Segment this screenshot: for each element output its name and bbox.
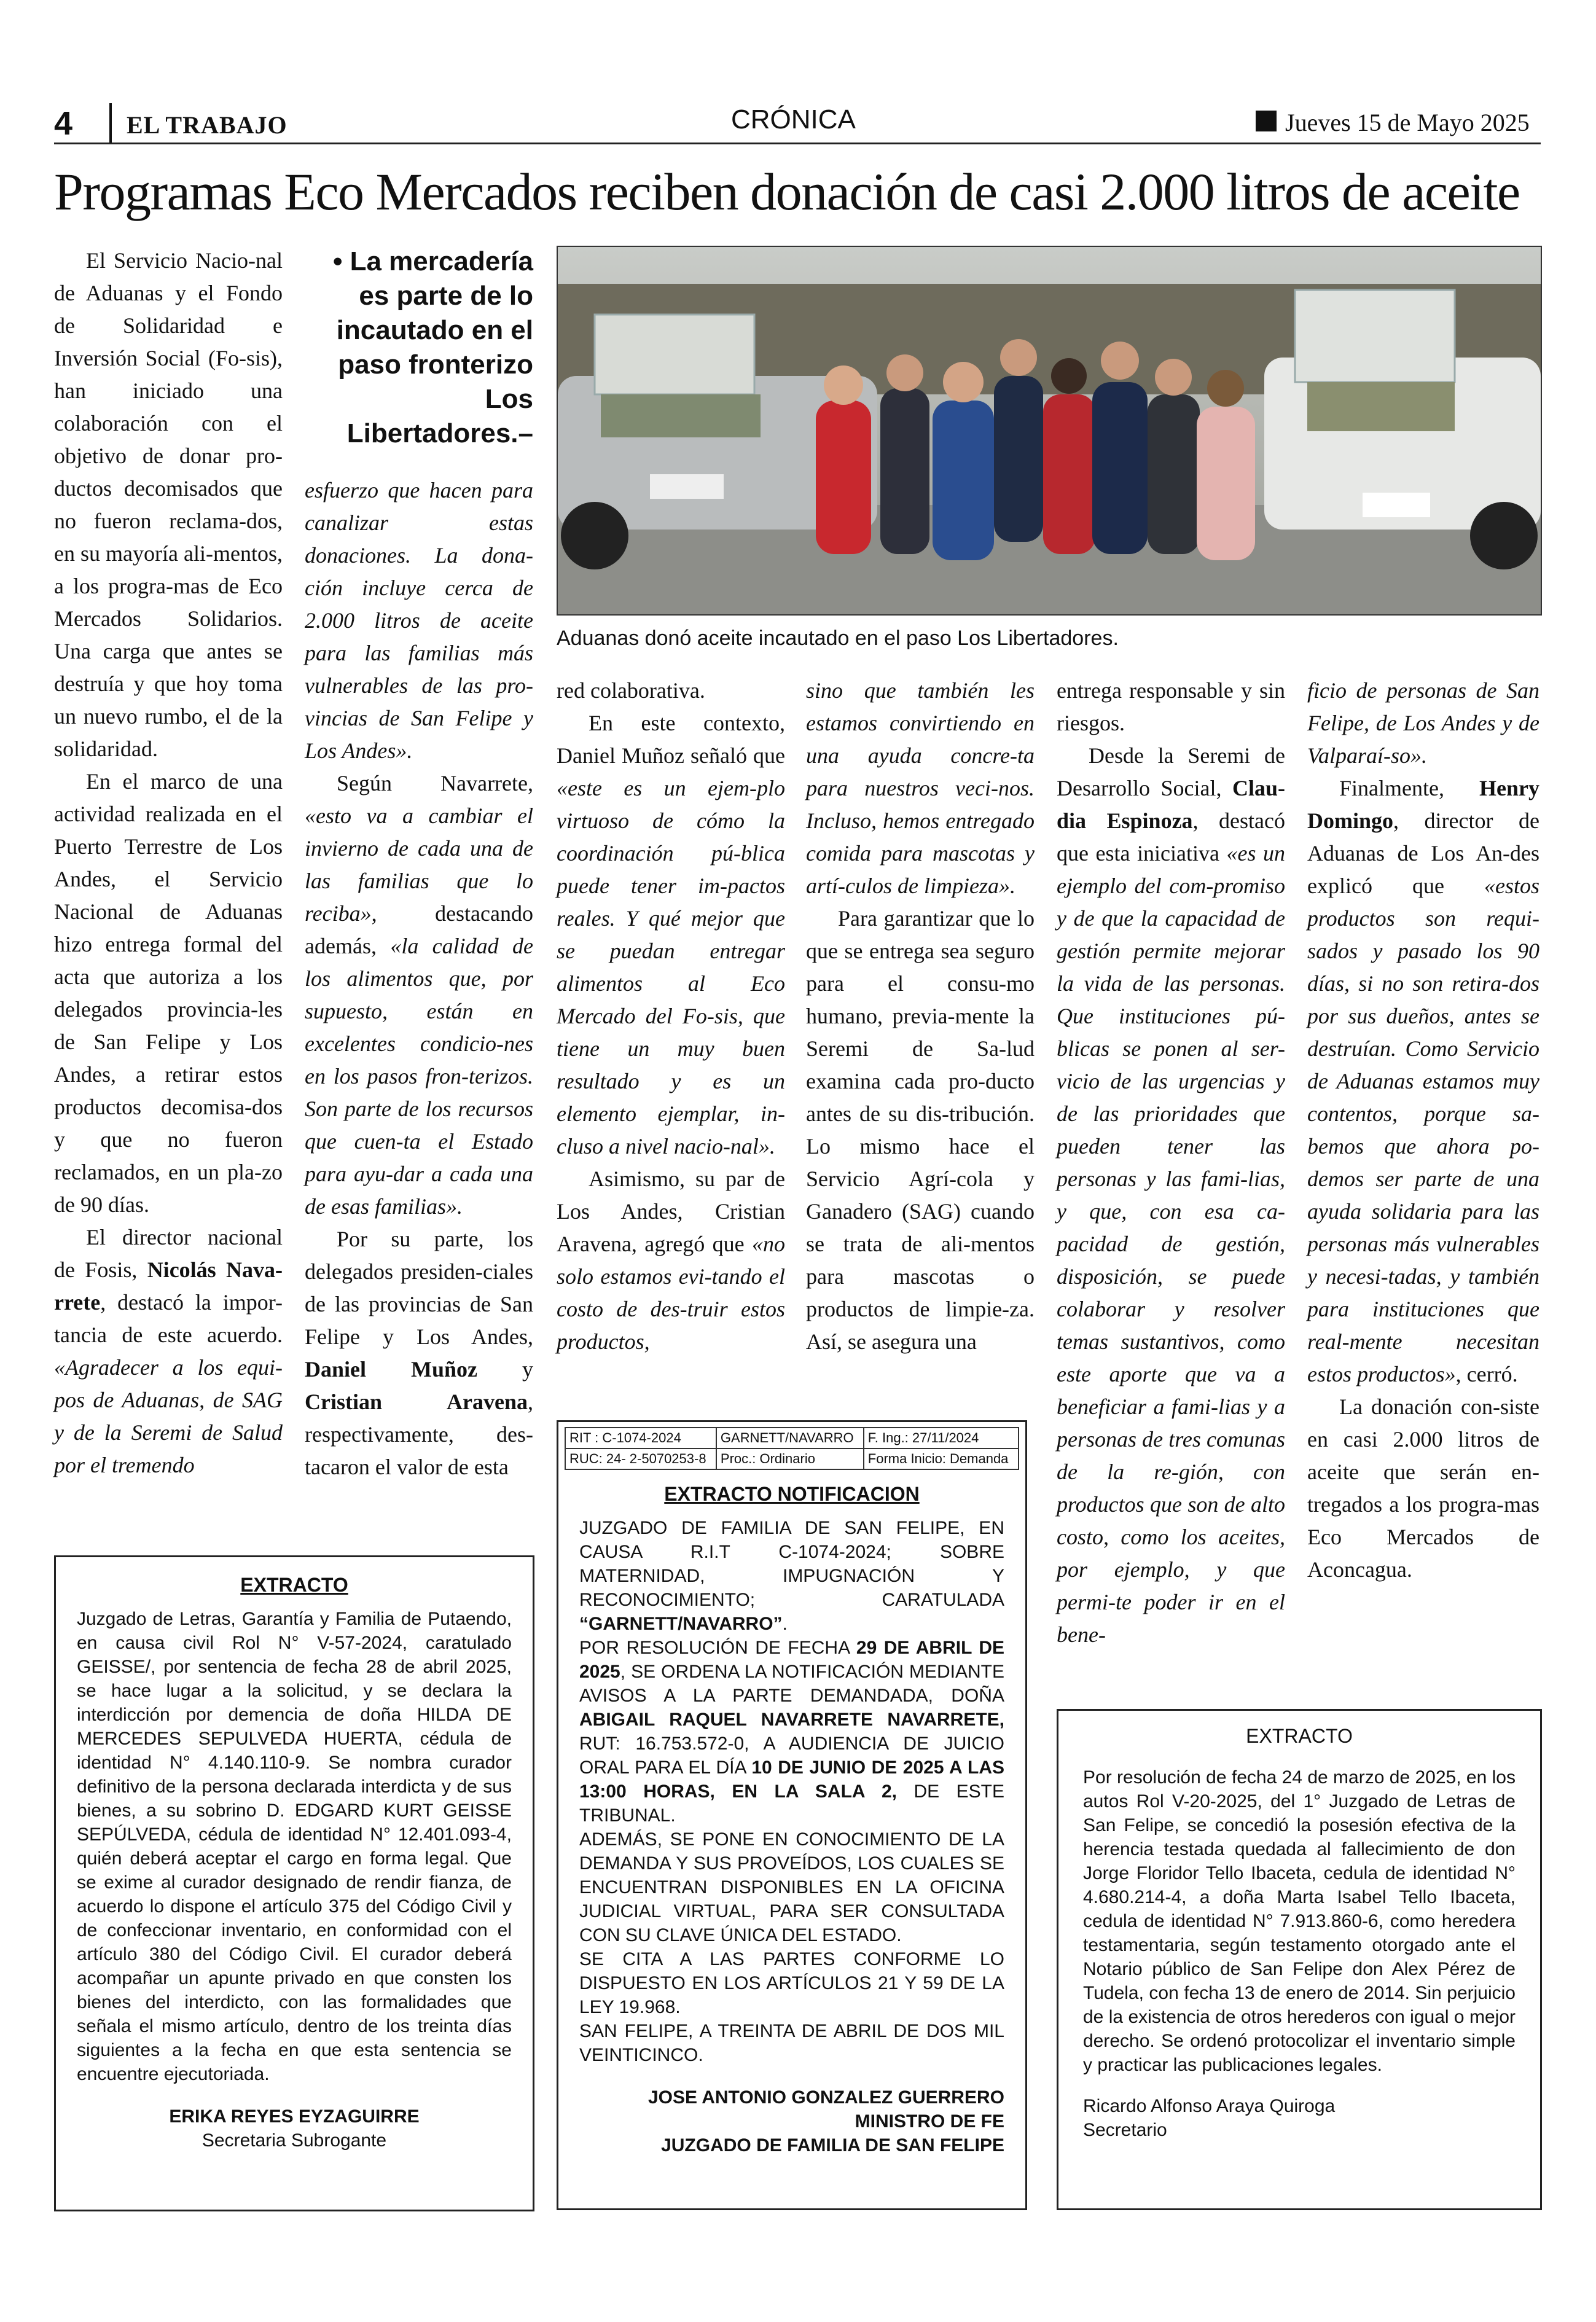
legal-notice-body: JUZGADO DE FAMILIA DE SAN FELIPE, EN CAUSA R.I.T C-1074-2024; SOBRE MATERNIDAD, IMPUGNACIÓN Y RECONOCIMIENTO; CARATULADA “GARNETT/NAVARRO”. POR RESOLUCIÓN DE FECHA 29 DE ABRIL DE 2025, SE ORDENA LA NOTIFICACIÓN MEDIANTE AVISOS A LA PARTE DEMANDADA, DOÑA ABIGAIL RAQUEL NAVARRETE NAVARRETE, RUT: 16.753.572-0, A AUDIENCIA DE JUICIO ORAL PARA EL DÍA 10 DE JUNIO DE 2025 A LAS 13:00 HORAS, EN LA SALA 2, DE ESTE TRIBUNAL. ADEMÁS, SE PONE EN CONOCIMIENTO DE LA DEMANDA Y SUS PROVEÍDOS, LOS CUALES SE ENCUENTRAN DISPONIBLES EN LA OFICINA JUDICIAL VIRTUAL, PARA SER CONSULTADA CON SU CLAVE ÚNICA DEL ESTADO. SE CITA A LAS PARTES CONFORME LO DISPUESTO EN LOS ARTÍCULOS 21 Y 59 DE LA LEY 19.968. SAN FELIPE, A TREINTA DE ABRIL DE DOS MIL VEINTICINCO. xyxy=(579,1518,1005,2065)
signer-role: MINISTRO DE FE xyxy=(855,2111,1004,2132)
case-ruc: RUC: 24- 2-5070253-8 xyxy=(565,1448,716,1469)
issue-date: Jueves 15 de Mayo 2025 xyxy=(1285,109,1530,136)
signer-role: Secretaria Subrogante xyxy=(201,2130,387,2151)
article-column-2: esfuerzo que hacen para canalizar estas donaciones. La dona-ción incluye cerca de 2.000 litros de aceite para las familias más vulnerables de las pro-vincias de San Felipe y Los Andes». Según Navarrete, «esto va a cambiar el invierno de cada una de las familias que lo reciba», destacando además, «la calidad de los alimentos que, por supuesto, están en excelentes condicio-nes en los pasos fron-terizos. Son parte de los recursos que cuen-ta el Estado para ayu-dar a cada una de esas familias». Por su parte, los delegados presiden-ciales de las provincias de San Felipe y Los Andes, Daniel Muñoz y Cristian Aravena, respectivamente, des-tacaron el valor de esta xyxy=(305,478,533,1479)
article-column-5: entrega responsable y sin riesgos. Desde la Seremi de Desarrollo Social, Clau-dia Espinoza, destacó que esta iniciativa «es un ejemplo del com-promiso y de que la capacidad de gestión permite mejorar la vida de las personas. Que instituciones pú-blicas se ponen al ser-vicio de las urgencias y de las prioridades que pueden tener las personas y las fami-lias, y que, con esa ca-pacidad de gestión, disposición, se puede colaborar y resolver temas sustantivos, como este aporte que va a beneficiar a fami-lias y a personas de tres comunas de la re-gión, con productos que son de alto costo, como los aceites, por ejemplo, y que permi-te poder ir en el bene- xyxy=(1057,678,1285,1647)
legal-notice-box-2 xyxy=(557,1420,1027,2210)
signer-role: Secretario xyxy=(1083,2120,1167,2140)
case-info-table xyxy=(565,1427,1019,1470)
section-title: CRÓNICA xyxy=(731,104,856,135)
header-rule xyxy=(54,143,1541,144)
signer-name: JOSE ANTONIO GONZALEZ GUERRERO xyxy=(647,2087,1004,2108)
article-column-6: ficio de personas de San Felipe, de Los Andes y de Valparaí-so». Finalmente, Henry Domingo, director de Aduanas de Los An-des explicó que «estos productos son requi-sados y pasado los 90 días, si no son retira-dos por sus dueños, antes se destruían. Como Servicio de Aduanas estamos muy contentos, porque sa-bemos que ahora po-demos ser parte de una ayuda solidaria para las personas más vulnerables y necesi-tadas, y también para instituciones que real-mente necesitan estos productos», cerró. La donación con-siste en casi 2.000 litros de aceite que serán en-tregados a los progra-mas Eco Mercados de Aconcagua. xyxy=(1307,678,1539,1582)
header-divider xyxy=(109,103,112,143)
case-forma: Forma Inicio: Demanda xyxy=(864,1448,1019,1469)
signer-court: JUZGADO DE FAMILIA DE SAN FELIPE xyxy=(661,2135,1004,2156)
article-column-3: red colaborativa. En este contexto, Daniel Muñoz señaló que «este es un ejem-plo virtuoso de cómo la coordinación pú-blica puede tener im-pactos reales. Y qué mejor que se puedan entregar alimentos al Eco Mercado del Fo-sis, que tiene un muy buen resultado y es un elemento ejemplar, in-cluso a nivel nacio-nal». Asimismo, su par de Los Andes, Cristian Aravena, agregó que «no solo estamos evi-tando el costo de des-truir estos productos, xyxy=(557,678,785,1354)
photo-caption: Aduanas donó aceite incautado en el paso Los Libertadores. xyxy=(557,627,1119,650)
article-column-1: El Servicio Nacio-nal de Aduanas y el Fondo de Solidaridad e Inversión Social (Fo-sis), han iniciado una colaboración con el objetivo de donar pro-ductos decomisados que no fueron reclama-dos, en su mayoría ali-mentos, a los progra-mas de Eco Mercados Solidarios. Una carga que antes se destruía y que hoy toma un nuevo rumbo, el de la solidaridad. En el marco de una actividad realizada en el Puerto Terrestre de Los Andes, el Servicio Nacional de Aduanas hizo entrega formal del acta que autoriza a los delegados provincia-les de San Felipe y Los Andes, a retirar estos productos decomisa-dos y que no fueron reclamados, en un pla-zo de 90 días. El director nacional de Fosis, Nicolás Nava-rrete, destacó la impor-tancia de este acuerdo. «Agradecer a los equi-pos de Aduanas, de SAG y de la Seremi de Salud por el tremendo xyxy=(54,248,283,1477)
legal-notice-box-1 xyxy=(54,1555,534,2211)
legal-notice-title: EXTRACTO xyxy=(1246,1725,1353,1747)
legal-notice-body: Por resolución de fecha 24 de marzo de 2025, en los autos Rol V-20-2025, del 1° Juzgado de Letras de San Felipe, se concedió la posesión efectiva de la herencia testada quedada al fallecimiento de don Jorge Floridor Tello Ibaceta, cedula de identidad N° 4.680.214-4, a doña Marta Isabel Tello Ibaceta, cedula de identidad N° 7.913.860-6, como heredera testamentaria, según testamento otorgado ante el Notario público de San Felipe don Alex Pérez de Tudela, con fecha 13 de enero de 2014. Sin perjuicio de la existencia de otros herederos con igual o mejor derecho. Se ordenó protocolizar el inventario simple y practicar las publicaciones legales. xyxy=(1083,1767,1516,2075)
legal-notice-title: EXTRACTO NOTIFICACION xyxy=(664,1483,920,1505)
pull-quote: • La mercadería es parte de lo incautado en el paso fronterizo Los Libertadores.– xyxy=(332,246,533,448)
signer-name: Ricardo Alfonso Araya Quiroga xyxy=(1083,2096,1336,2116)
article-column-4: sino que también les estamos convirtiendo en una ayuda concre-ta para nuestros veci-nos. Incluso, hemos entregado comida para mascotas y artí-culos de limpieza». Para garantizar que lo que se entrega sea seguro para el consu-mo humano, previa-mente la Seremi de Sa-lud examina cada pro-ducto antes de su dis-tribución. Lo mismo hace el Servicio Agrí-cola y Ganadero (SAG) cuando se trata de ali-mentos para mascotas o productos de limpie-za. Así, se asegura una xyxy=(806,678,1035,1354)
article-photo xyxy=(557,246,1542,616)
legal-notice-signature xyxy=(579,2086,1004,2157)
newspaper-name: EL TRABAJO xyxy=(127,111,288,139)
date-marker-square xyxy=(1256,111,1277,131)
legal-notice-signature xyxy=(77,2105,512,2152)
legal-notice-title: EXTRACTO xyxy=(240,1574,348,1596)
signer-name: ERIKA REYES EYZAGUIRRE xyxy=(169,2106,420,2127)
legal-notice-box-3 xyxy=(1057,1709,1542,2210)
case-proc: Proc.: Ordinario xyxy=(716,1448,864,1469)
case-rit: RIT : C-1074-2024 xyxy=(565,1428,716,1448)
case-f-ing: F. Ing.: 27/11/2024 xyxy=(864,1428,1019,1448)
legal-notice-body: Juzgado de Letras, Garantía y Familia de Putaendo, en causa civil Rol N° V-57-2024, caratulado GEISSE/, por sentencia de fecha 28 de abril 2025, se hace lugar a la solicitud, y se declara la interdicción por demencia de doña HILDA DE MERCEDES SEPULVEDA HUERTA, cédula de identidad N° 4.140.110-9. Se nombra curador definitivo de la persona declarada interdicta y de sus bienes, a su sobrino D. EDGARD KURT GEISSE SEPÚLVEDA, cédula de identidad N° 12.401.093-4, quién deberá aceptar el cargo en forma legal. Que se exime al curador designado de rendir fianza, de acuerdo lo dispone el artículo 375 del Código Civil y de confeccionar inventario, en conformidad con el artículo 380 del Código Civil. El curador deberá acompañar un apunte privado en que consten los bienes del interdicto, con las formalidades que señala el mismo artículo, dentro de los treinta días siguientes a la fecha en que esta sentencia se encuentre ejecutoriada. xyxy=(77,1609,512,2084)
case-caratula: GARNETT/NAVARRO xyxy=(716,1428,864,1448)
legal-notice-signature xyxy=(1083,2094,1516,2142)
page-number: 4 xyxy=(54,105,73,142)
article-headline: Programas Eco Mercados reciben donación de casi 2.000 litros de aceite xyxy=(54,162,1520,221)
